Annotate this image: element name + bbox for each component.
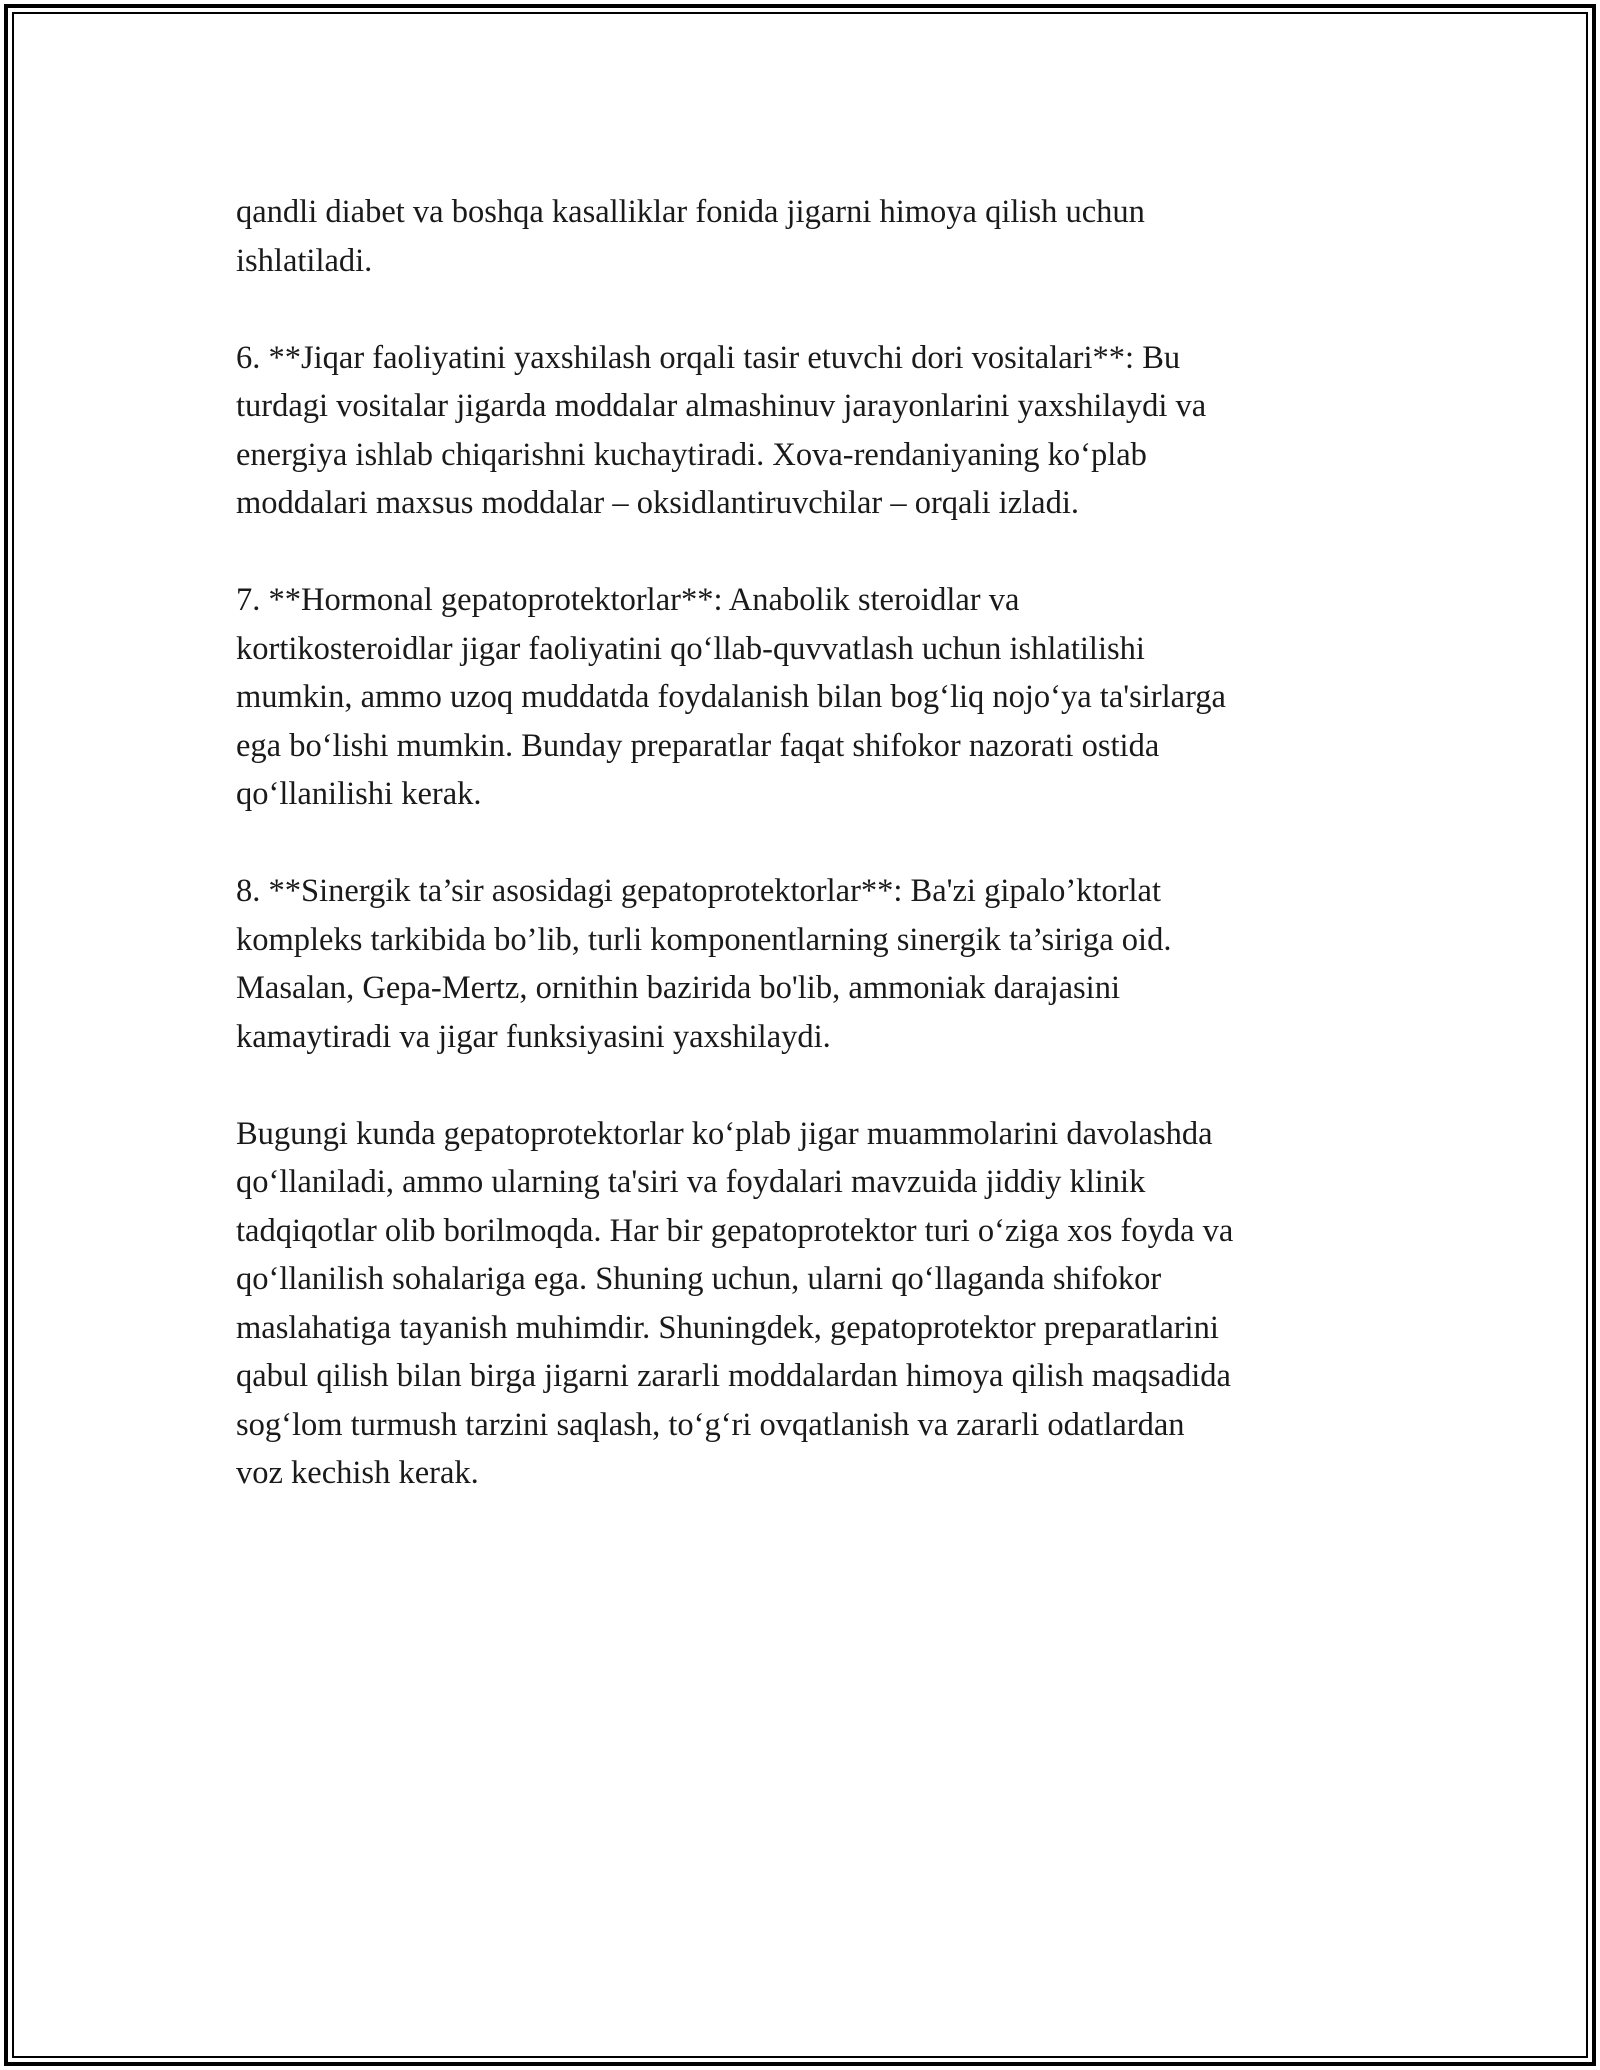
text-line: Bugungi kunda gepatoprotektorlar koʻplab jigar muammolarini davolashda	[236, 1115, 1213, 1152]
text-line: maslahatiga tayanish muhimdir. Shuningdek, gepatoprotektor preparatlarini	[236, 1309, 1219, 1346]
text-line: tadqiqotlar olib borilmoqda. Har bir gepatoprotektor turi oʻziga xos foyda va	[236, 1212, 1234, 1249]
paragraph-item-6	[236, 334, 1386, 528]
text-line: moddalari maxsus moddalar – oksidlantiruvchilar – orqali izladi.	[236, 485, 1079, 521]
paragraph-intro-continuation	[236, 188, 1386, 285]
text-line: qoʻllaniladi, ammo ularning ta'siri va foydalari mavzuida jiddiy klinik	[236, 1164, 1146, 1200]
text-line: qoʻllanilishi kerak.	[236, 776, 482, 812]
text-line: ega boʻlishi mumkin. Bunday preparatlar faqat shifokor nazorati ostida	[236, 727, 1160, 764]
paragraph-conclusion	[236, 1110, 1386, 1498]
text-line: voz kechish kerak.	[236, 1455, 479, 1491]
text-line: energiya ishlab chiqarishni kuchaytiradi. Xova-rendaniyaning koʻplab	[236, 436, 1147, 473]
text-line: ishlatiladi.	[236, 242, 373, 279]
text-line: 7. **Hormonal gepatoprotektorlar**: Anabolik steroidlar va	[236, 582, 1020, 618]
text-line: mumkin, ammo uzoq muddatda foydalanish bilan bogʻliq nojoʻya ta'sirlarga	[236, 679, 1226, 715]
document-body	[236, 188, 1386, 1546]
text-line: kamaytiradi va jigar funksiyasini yaxshilaydi.	[236, 1018, 831, 1055]
text-line: qoʻllanilish sohalariga ega. Shuning uchun, ularni qoʻllaganda shifokor	[236, 1261, 1162, 1297]
text-line: turdagi vositalar jigarda moddalar almashinuv jarayonlarini yaxshilaydi va	[236, 388, 1207, 424]
text-line: qabul qilish bilan birga jigarni zararli moddalardan himoya qilish maqsadida	[236, 1358, 1231, 1394]
paragraph-item-7	[236, 576, 1386, 819]
text-line: kompleks tarkibida bo’lib, turli komponentlarning sinergik ta’siriga oid.	[236, 921, 1172, 958]
text-line: 6. **Jiqar faoliyatini yaxshilash orqali tasir etuvchi dori vositalari**: Bu	[236, 339, 1181, 376]
paragraph-item-8	[236, 867, 1386, 1061]
text-line: sogʻlom turmush tarzini saqlash, toʻgʻri ovqatlanish va zararli odatlardan	[236, 1406, 1185, 1443]
text-line: kortikosteroidlar jigar faoliyatini qoʻllab-quvvatlash uchun ishlatilishi	[236, 630, 1145, 667]
text-line: qandli diabet va boshqa kasalliklar fonida jigarni himoya qilish uchun	[236, 194, 1145, 230]
text-line: Masalan, Gepa-Mertz, ornithin bazirida bo'lib, ammoniak darajasini	[236, 970, 1120, 1006]
text-line: 8. **Sinergik ta’sir asosidagi gepatoprotektorlar**: Ba'zi gipalo’ktorlat	[236, 873, 1161, 909]
